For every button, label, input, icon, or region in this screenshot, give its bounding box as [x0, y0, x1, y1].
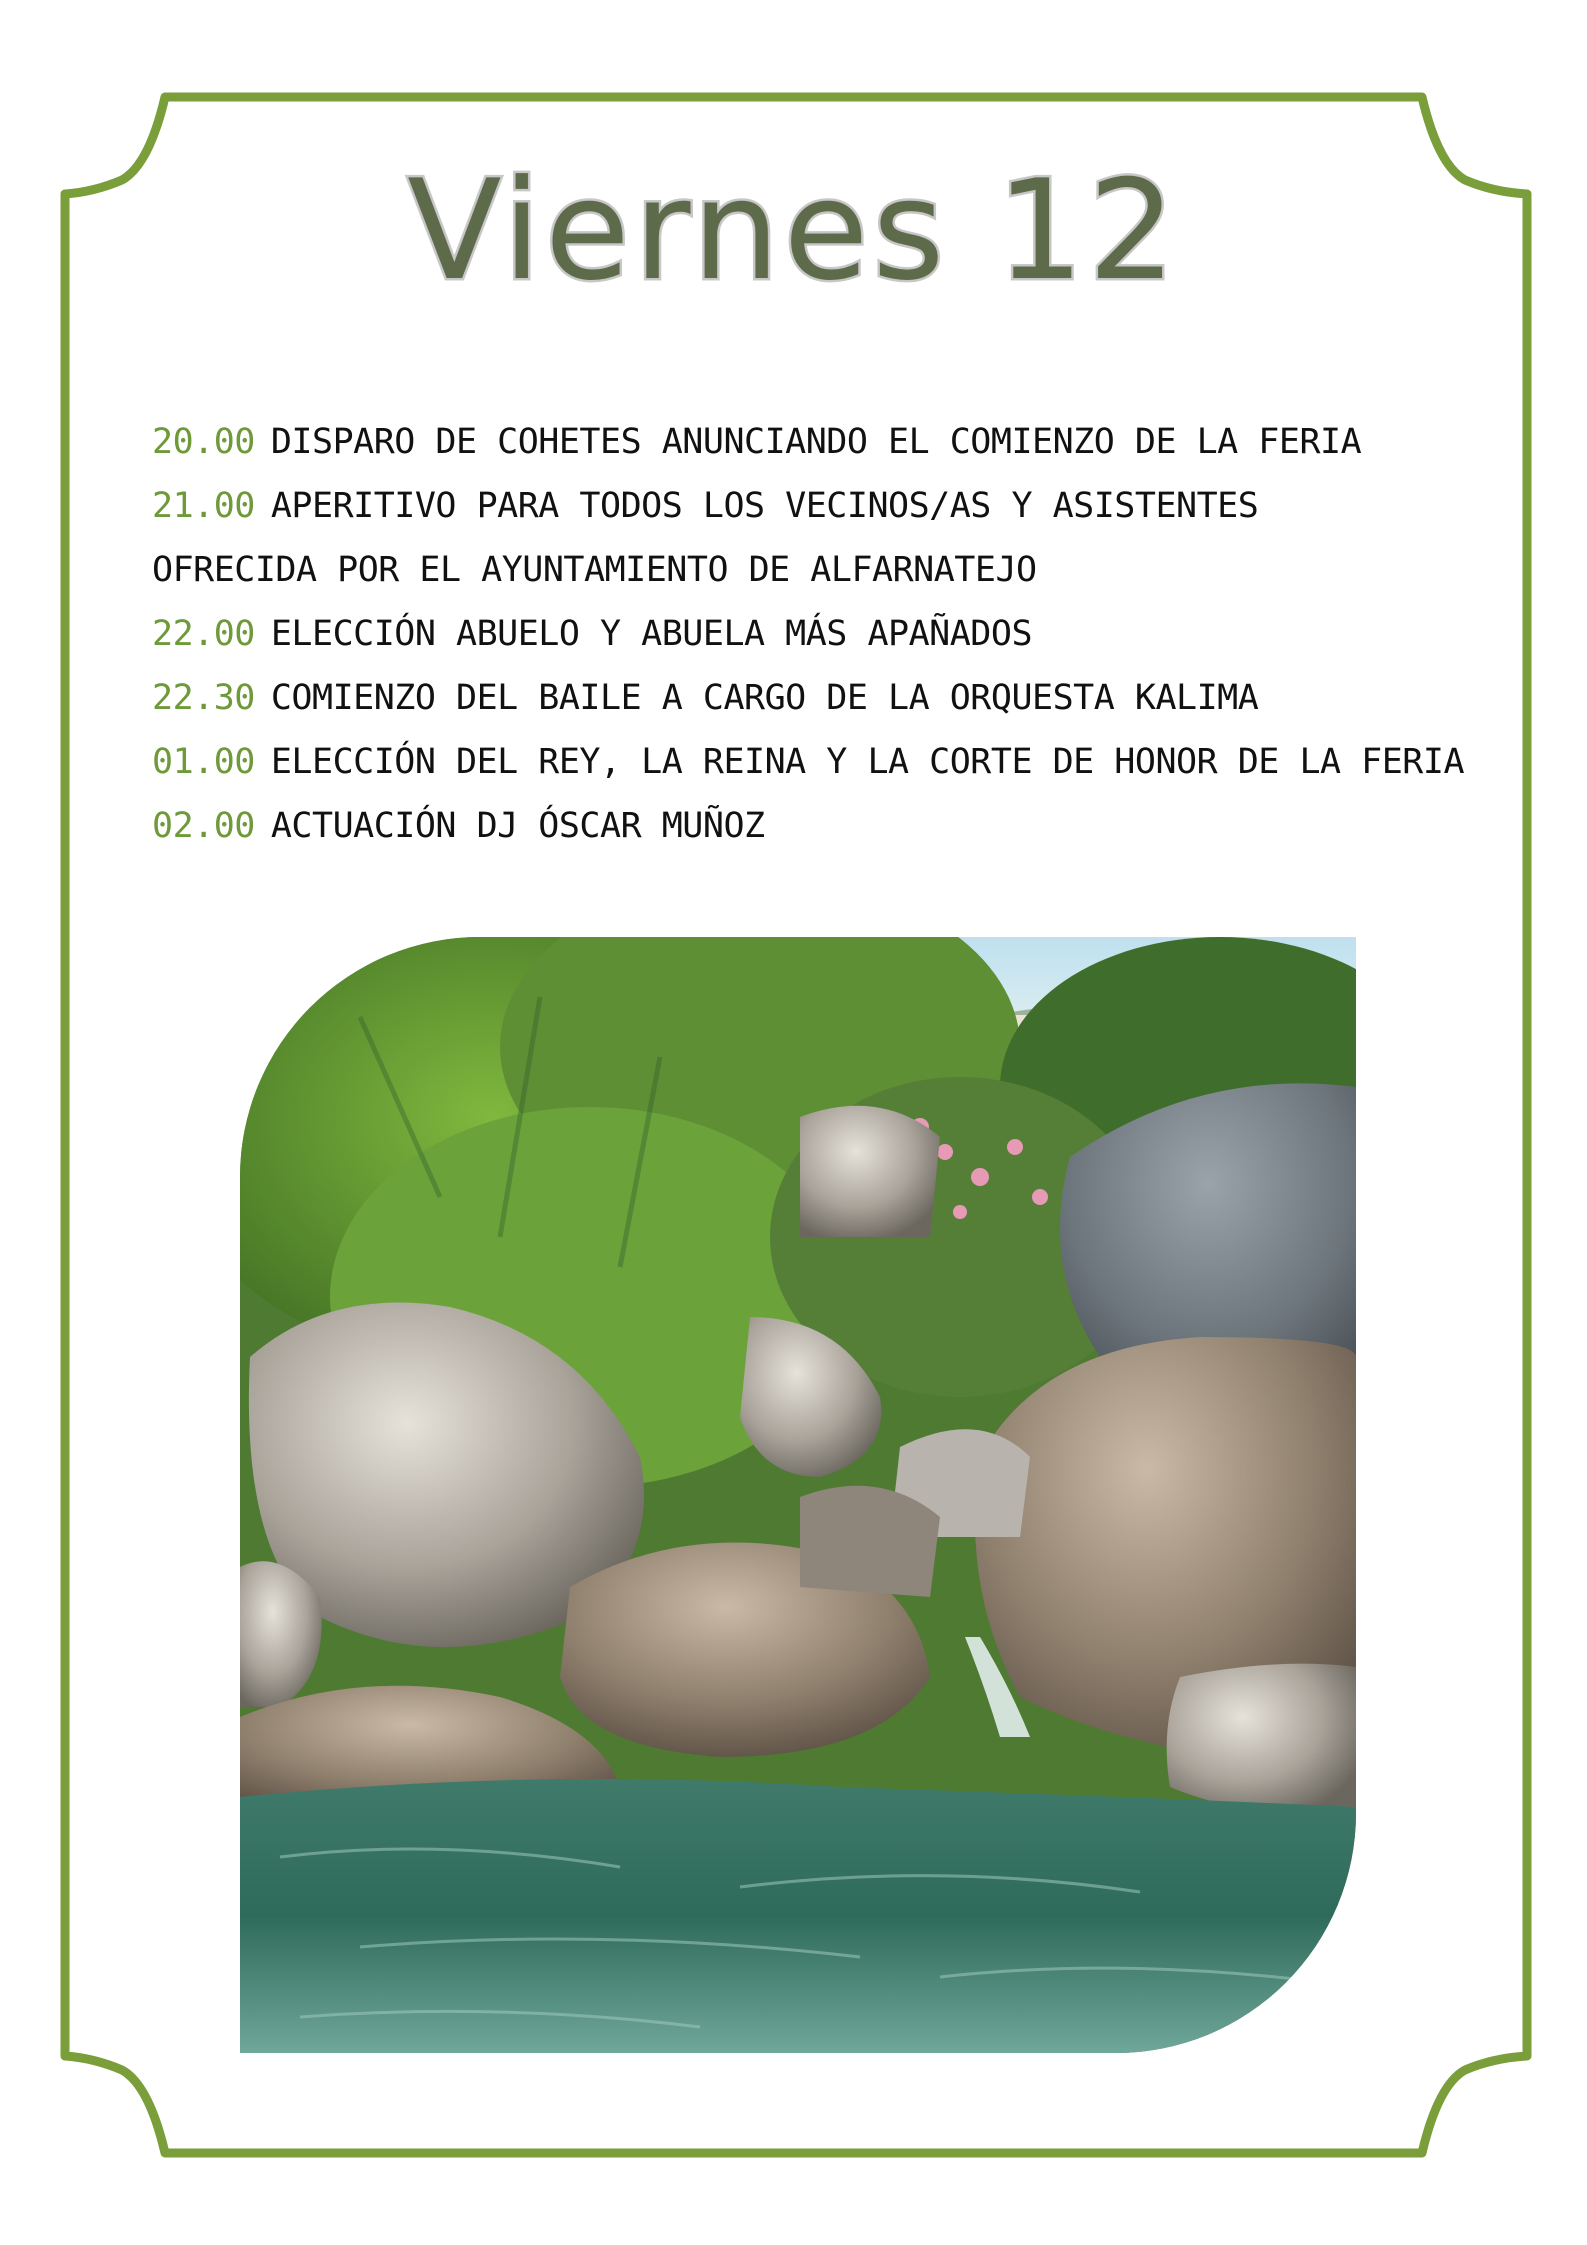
schedule-list	[152, 410, 1465, 858]
schedule-time: 22.30	[152, 678, 255, 718]
schedule-time: 01.00	[152, 742, 255, 782]
schedule-item	[152, 730, 1465, 794]
schedule-text: ELECCIÓN ABUELO Y ABUELA MÁS APAÑADOS	[270, 614, 1033, 654]
schedule-text: ELECCIÓN DEL REY, LA REINA Y LA CORTE DE HONOR DE LA FERIA	[270, 742, 1465, 782]
schedule-item	[152, 602, 1442, 666]
schedule-item	[152, 410, 1442, 474]
schedule-text: APERITIVO PARA TODOS LOS VECINOS/AS Y ASISTENTES OFRECIDA POR EL AYUNTAMIENTO DE ALFARNATEJO	[152, 486, 1259, 590]
schedule-time: 21.00	[152, 486, 255, 526]
schedule-item	[152, 474, 1442, 602]
schedule-text: COMIENZO DEL BAILE A CARGO DE LA ORQUESTA KALIMA	[270, 678, 1259, 718]
river-landscape-photo	[240, 937, 1356, 2053]
schedule-text: ACTUACIÓN DJ ÓSCAR MUÑOZ	[270, 806, 765, 846]
schedule-item	[152, 794, 1442, 858]
schedule-item	[152, 666, 1442, 730]
schedule-time: 22.00	[152, 614, 255, 654]
schedule-time: 20.00	[152, 422, 255, 462]
page-title: Viernes 12	[407, 150, 1180, 311]
schedule-time: 02.00	[152, 806, 255, 846]
schedule-text: DISPARO DE COHETES ANUNCIANDO EL COMIENZO DE LA FERIA	[270, 422, 1362, 462]
